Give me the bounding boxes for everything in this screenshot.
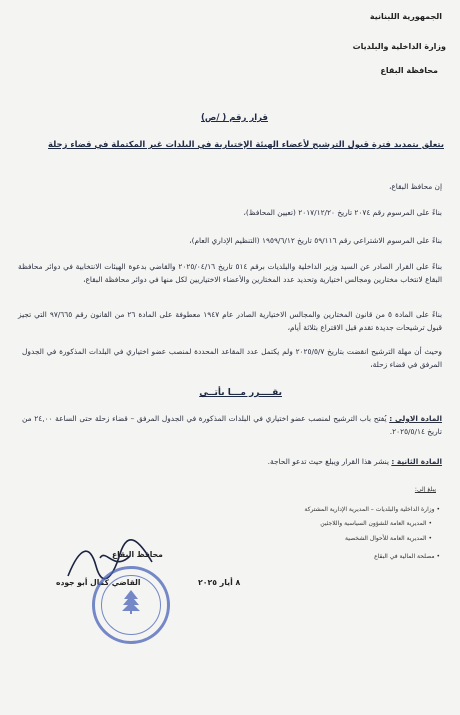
cc-item: • المديرية العامة للأحوال الشخصية [345, 535, 432, 542]
official-stamp [92, 566, 170, 644]
preamble-p5: وحيث أن مهلة الترشيح انقضت بتاريخ ٢٠٢٥/٥/٧ ولم يكتمل عدد المقاعد المحددة لمنصب عضو اختياري في البلدات المذكورة في الجدول المرفق في قضاء زحلة، [22, 347, 442, 369]
preamble-p3: بناءً على القرار الصادر عن السيد وزير الداخلية والبلديات برقم ٥١٤ تاريخ ٢٠٢٥/٠٤/١٦ والقاضي بدعوة الهيئات الانتخابية في دوائر محافظة البقاع لانتخاب مختارين ومجالس اختيارية وتحديد عدد المختارين والأعضاء الاختياريين لكل منها في دوائر محافظة البقاع، [18, 262, 443, 284]
decision-date: ٨ أيار ٢٠٢٥ [198, 578, 241, 587]
article-2 [22, 455, 442, 468]
signature-title: محافظ البقاع [112, 550, 163, 559]
preamble-p2: بناءً على المرسوم الاشتراعي رقم ٥٩/١١٦ تاريخ ١٩٥٩/٦/١٢ (التنظيم الإداري العام)، [189, 236, 442, 245]
preamble-intro: إن محافظ البقاع، [388, 182, 442, 191]
article-2-text: ينشر هذا القرار ويبلغ حيث تدعو الحاجة. [267, 457, 389, 466]
decides-heading: يقــــرر مـــا يأتــي [199, 388, 282, 398]
article-2-title: المادة الثانية : [391, 457, 442, 466]
cc-title: يبلغ إلى: [414, 486, 436, 493]
article-1 [22, 412, 442, 438]
preamble-p1: بناءً على المرسوم رقم ٢٠٧٤ تاريخ ٢٠١٧/١٢/٢٠ (تعيين المحافظ)، [243, 208, 442, 217]
header-governorate: محافظة البقاع [380, 66, 438, 75]
signature-name: القاضي كمال أبو جوده [56, 578, 141, 587]
cc-item: • المديرية العامة للشؤون السياسية واللاجئين [320, 520, 432, 527]
article-1-title: المادة الاولى : [389, 414, 442, 423]
cc-item: • وزارة الداخلية والبلديات – المديرية الإدارية المشتركة [304, 506, 440, 513]
cedar-icon [121, 589, 141, 615]
header-country: الجمهورية اللبنانية [369, 12, 442, 21]
decision-title: قرار رقم ( /ص) [201, 113, 268, 123]
preamble-p4: بناءً على المادة ٥ من قانون المختارين والمجالس الاختيارية الصادر عام ١٩٤٧ معطوفة على المادة ٢٦ من القانون رقم ٩٧/٦٦٥ التي تجيز قبول ترشيحات جديدة تقدم قبل الاقتراع بثلاثة أيام، [18, 310, 443, 332]
cc-item: • مصلحة المالية في البقاع [374, 553, 440, 560]
header-ministry: وزارة الداخلية والبلديات [352, 42, 446, 51]
article-1-text: يُفتح باب الترشيح لمنصب عضو اختياري في البلدات المذكورة في الجدول المرفق – قضاء زحلة حتى الساعة ٢٤,٠٠ من تاريخ ٢٠٢٥/٥/١٤. [22, 414, 442, 436]
decision-subject: يتعلق بتمديد فترة قبول الترشيح لأعضاء الهيئة الإختيارية في البلدات غير المكتملة في قضاء زحلة [48, 139, 444, 149]
